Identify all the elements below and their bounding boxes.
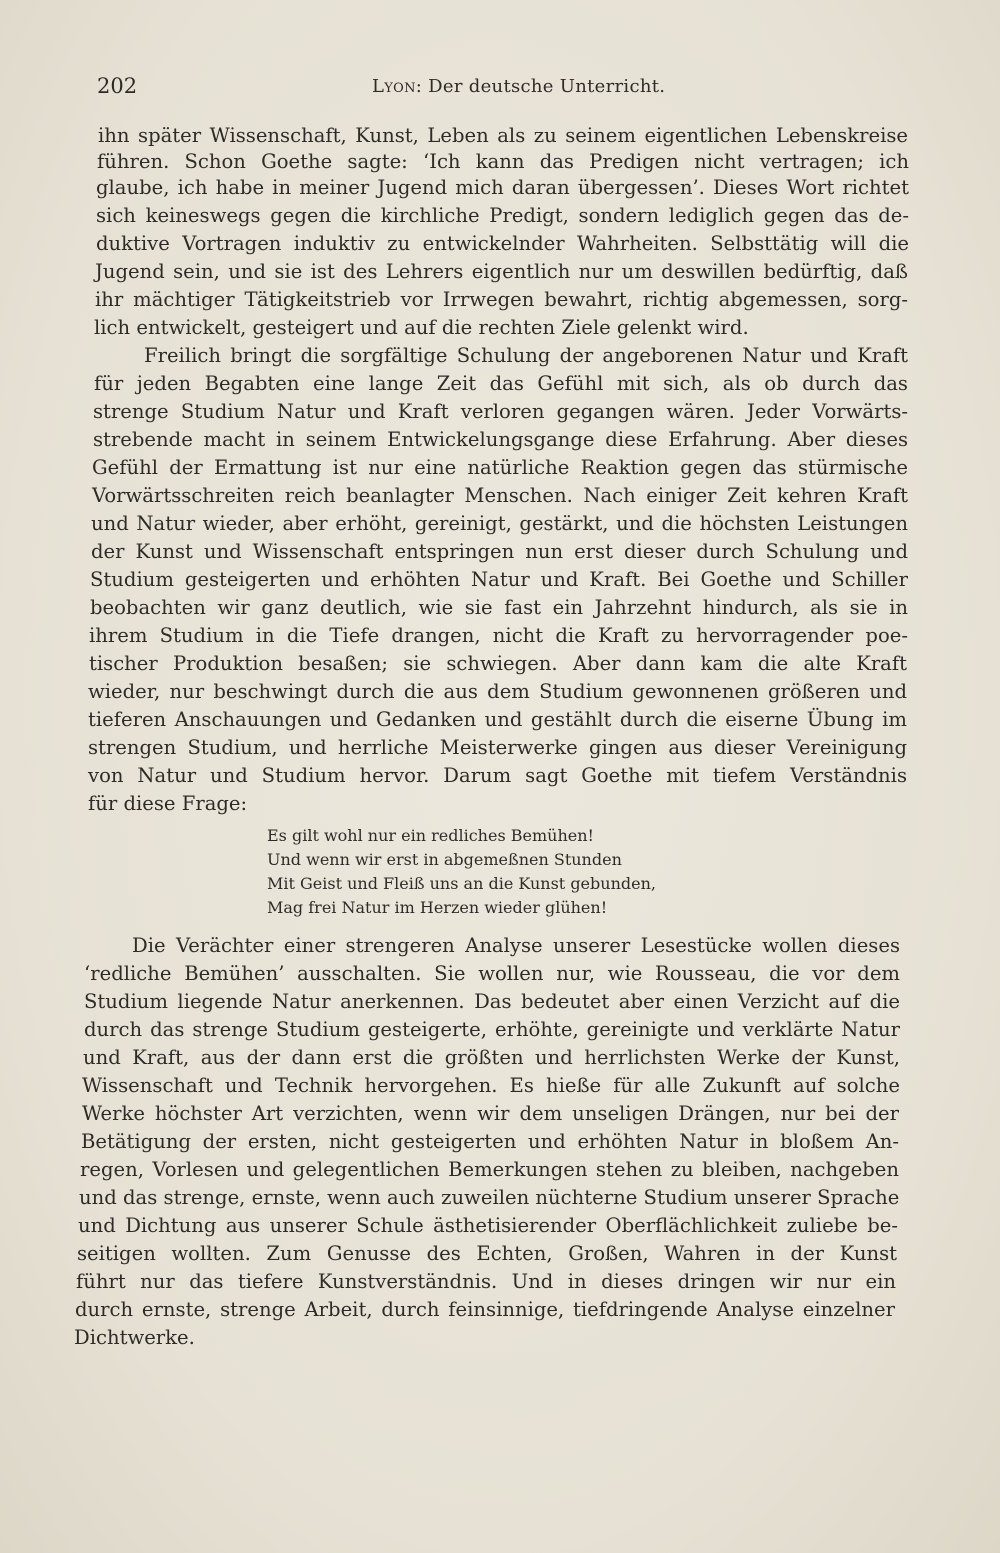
text-line: regen, Vorlesen und gelegentlichen Bemerkungen stehen zu bleiben, nachgeben [80, 1158, 899, 1181]
text-line: Werke höchster Art verzichten, wenn wir dem unseligen Drängen, nur bei der [82, 1102, 899, 1125]
text-line: führt nur das tiefere Kunstverständnis. Und in dieses dringen wir nur ein [76, 1270, 896, 1293]
text-line: wieder, nur beschwingt durch die aus dem Studium gewonnenen größeren und [88, 680, 907, 703]
text-line: Gefühl der Ermattung ist nur eine natürliche Reaktion gegen das stürmische [92, 456, 908, 479]
text-line: Betätigung der ersten, nicht gesteigerten und erhöhten Natur in bloßem An- [81, 1130, 899, 1153]
text-line: strengen Studium, und herrliche Meisterwerke gingen aus dieser Vereinigung [88, 736, 907, 759]
text-line: ihn später Wissenschaft, Kunst, Leben als zu seinem eigentlichen Lebenskreise [98, 124, 908, 147]
text-line: duktive Vortragen induktiv zu entwickelnder Wahrheiten. Selbsttätig will die [96, 232, 909, 255]
text-line: beobachten wir ganz deutlich, wie sie fast ein Jahrzehnt hindurch, als sie in [90, 596, 908, 619]
text-line: Dichtwerke. [74, 1326, 195, 1349]
text-line: glaube, ich habe in meiner Jugend mich daran übergessen’. Dieses Wort richtet [96, 176, 909, 199]
running-head [372, 76, 665, 97]
page-header [97, 74, 907, 102]
page-number: 202 [97, 74, 138, 98]
verse-line: Und wenn wir erst in abgemeßnen Stunden [267, 850, 622, 869]
text-line: strenge Studium Natur und Kraft verloren gegangen wären. Jeder Vorwärts- [93, 400, 908, 423]
text-line: seitigen wollten. Zum Genusse des Echten, Großen, Wahren in der Kunst [77, 1242, 897, 1265]
text-line: und Kraft, aus der dann erst die größten und herrlichsten Werke der Kunst, [83, 1046, 900, 1069]
text-line: ‘redliche Bemühen’ ausschalten. Sie wollen nur, wie Rousseau, die vor dem [84, 962, 900, 985]
text-line: der Kunst und Wissenschaft entspringen nun erst dieser durch Schulung und [91, 540, 908, 563]
text-line: tieferen Anschauungen und Gedanken und gestählt durch die eiserne Übung im [88, 708, 907, 731]
text-line: Jugend sein, und sie ist des Lehrers eigentlich nur um deswillen bedürftig, daß [95, 260, 908, 283]
text-line: und das strenge, ernste, wenn auch zuweilen nüchterne Studium unserer Sprache [79, 1186, 900, 1209]
running-head-author: Lyon [372, 76, 416, 97]
text-line: und Natur wieder, aber erhöht, gereinigt, gestärkt, und die höchsten Leistungen [91, 512, 908, 535]
text-line: ihrem Studium in die Tiefe drangen, nicht die Kraft zu hervorragender poe- [89, 624, 908, 647]
verse-line: Mit Geist und Fleiß uns an die Kunst gebunden, [267, 874, 656, 893]
text-line: für jeden Begabten eine lange Zeit das Gefühl mit sich, als ob durch das [94, 372, 908, 395]
running-head-title: : Der deutsche Unterricht. [415, 76, 666, 97]
text-line: Studium liegende Natur anerkennen. Das bedeutet aber einen Verzicht auf die [84, 990, 900, 1013]
text-line: sich keineswegs gegen die kirchliche Predigt, sondern lediglich gegen das de- [96, 204, 909, 227]
text-line: strebende macht in seinem Entwickelungsgange diese Erfahrung. Aber dieses [93, 428, 908, 451]
text-line: tischer Produktion besaßen; sie schwiegen. Aber dann kam die alte Kraft [89, 652, 907, 675]
verse-line: Mag frei Natur im Herzen wieder glühen! [267, 898, 608, 917]
text-line: Studium gesteigerten und erhöhten Natur und Kraft. Bei Goethe und Schiller [90, 568, 908, 591]
text-line: durch ernste, strenge Arbeit, durch feinsinnige, tiefdringende Analyse einzelner [75, 1298, 895, 1321]
verse-line: Es gilt wohl nur ein redliches Bemühen! [267, 826, 594, 845]
text-line: für diese Frage: [88, 792, 248, 815]
text-line: führen. Schon Goethe sagte: ‘Ich kann das Predigen nicht vertragen; ich [97, 150, 909, 173]
text-line: Wissenschaft und Technik hervorgehen. Es hieße für alle Zukunft auf solche [82, 1074, 900, 1097]
text-line: lich entwickelt, gesteigert und auf die rechten Ziele gelenkt wird. [94, 316, 749, 339]
text-line: Vorwärtsschreiten reich beanlagter Menschen. Nach einiger Zeit kehren Kraft [92, 484, 908, 507]
text-line: ihr mächtiger Tätigkeitstrieb vor Irrwegen bewahrt, richtig abgemessen, sorg- [95, 288, 908, 311]
text-line: und Dichtung aus unserer Schule ästhetisierender Oberflächlichkeit zuliebe be- [78, 1214, 898, 1237]
text-line: durch das strenge Studium gesteigerte, erhöhte, gereinigte und verklärte Natur [84, 1018, 900, 1041]
text-line: Freilich bringt die sorgfältige Schulung der angeborenen Natur und Kraft [144, 344, 908, 367]
text-line: von Natur und Studium hervor. Darum sagt Goethe mit tiefem Verständnis [88, 764, 907, 787]
text-line: Die Verächter einer strengeren Analyse unserer Lesestücke wollen dieses [132, 934, 900, 957]
